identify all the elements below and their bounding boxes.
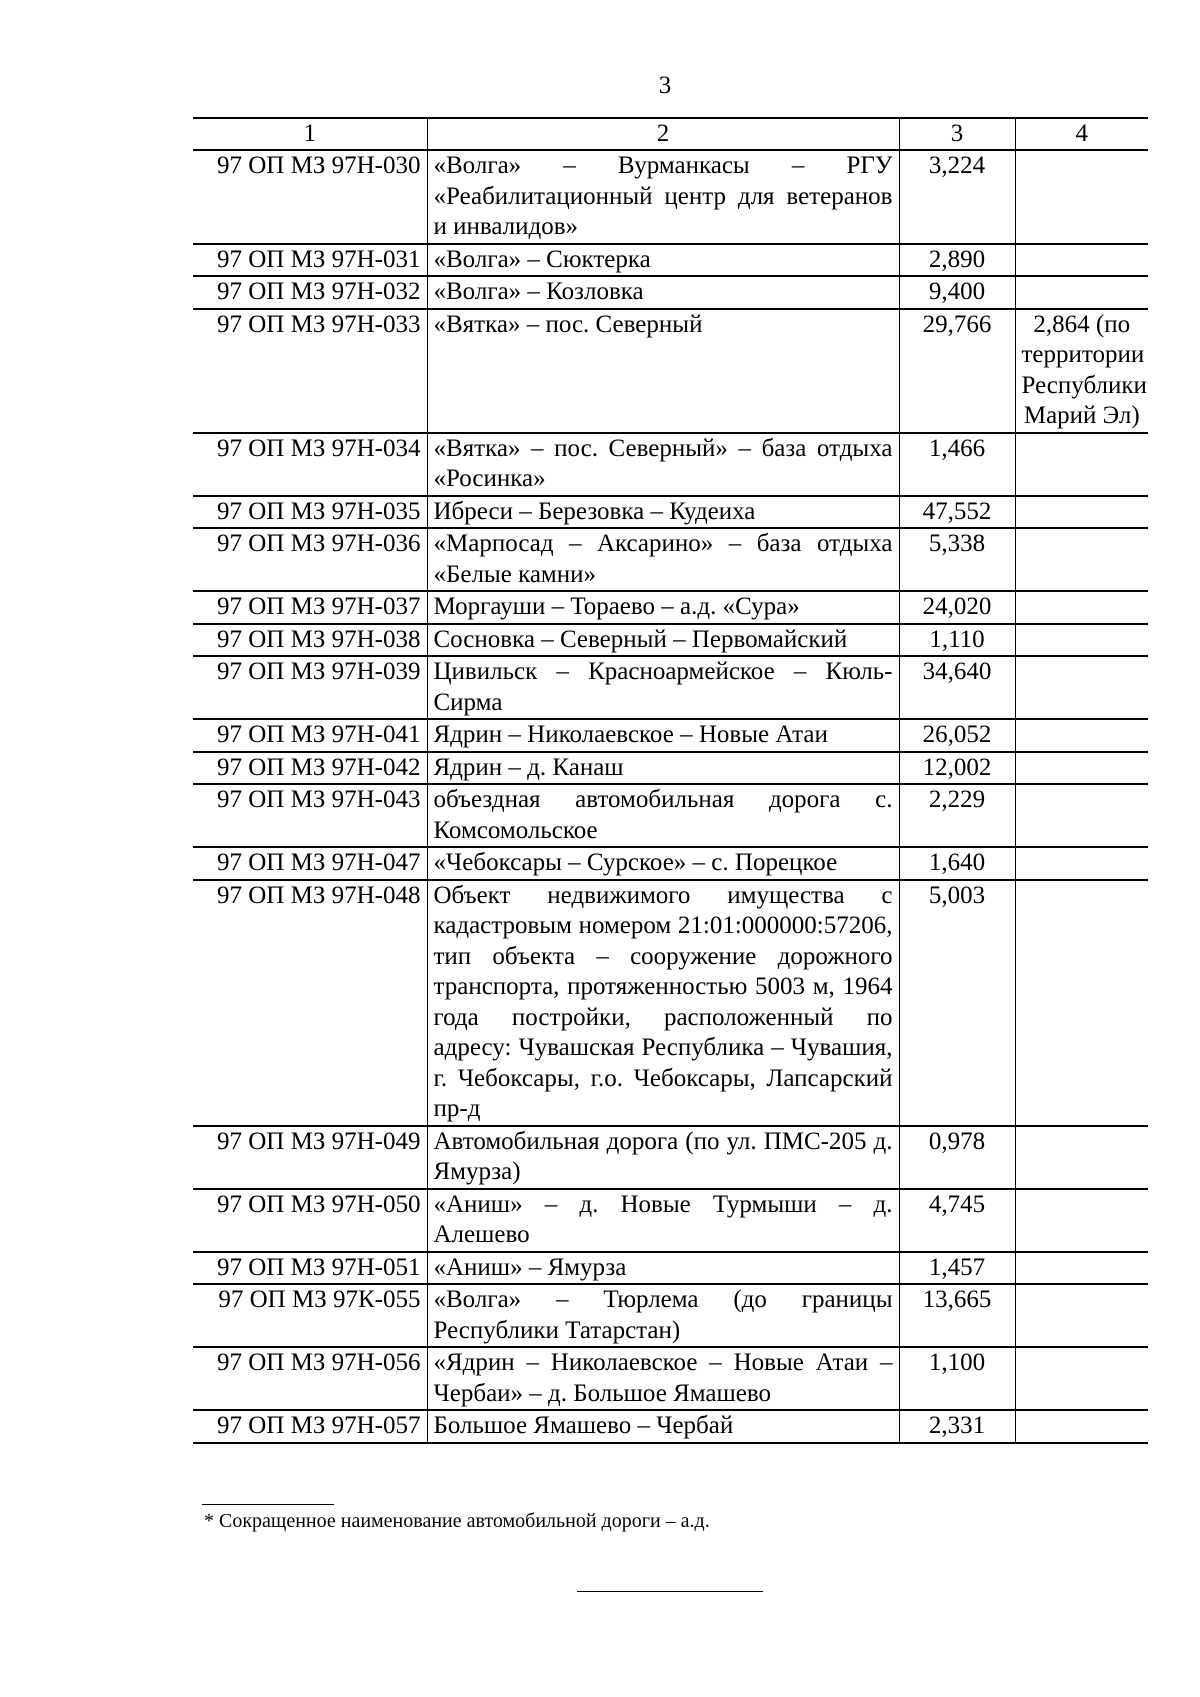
road-note-cell	[1015, 528, 1148, 591]
table-row	[193, 244, 1148, 277]
road-code-cell: 97 ОП МЗ 97Н-047	[193, 847, 427, 880]
road-name-cell: «Волга» – Козловка	[427, 276, 899, 309]
road-code-cell: 97 ОП МЗ 97Н-051	[193, 1252, 427, 1285]
road-name-cell: Ядрин – д. Канаш	[427, 752, 899, 785]
road-length-cell: 9,400	[899, 276, 1015, 309]
road-code-cell: 97 ОП МЗ 97Н-056	[193, 1347, 427, 1410]
road-length-cell: 4,745	[899, 1189, 1015, 1252]
road-name-cell: «Марпосад – Аксарино» – база отдыха «Белые камни»	[427, 528, 899, 591]
column-header: 3	[899, 118, 1015, 150]
road-name-cell: Автомобильная дорога (по ул. ПМС-205 д. Ямурза)	[427, 1126, 899, 1189]
table-row	[193, 276, 1148, 309]
road-name-cell: Большое Ямашево – Чербай	[427, 1410, 899, 1443]
column-header: 4	[1015, 118, 1148, 150]
road-name-cell: «Вятка» – пос. Северный» – база отдыха «Росинка»	[427, 433, 899, 496]
road-note-cell	[1015, 1284, 1148, 1347]
road-code-cell: 97 ОП МЗ 97Н-033	[193, 309, 427, 433]
road-code-cell: 97 ОП МЗ 97Н-057	[193, 1410, 427, 1443]
road-code-cell: 97 ОП МЗ 97Н-049	[193, 1126, 427, 1189]
road-length-cell: 1,466	[899, 433, 1015, 496]
road-code-cell: 97 ОП МЗ 97Н-032	[193, 276, 427, 309]
road-note-cell	[1015, 433, 1148, 496]
table-row	[193, 433, 1148, 496]
road-name-cell: «Ядрин – Николаевское – Новые Атаи – Чербаи» – д. Большое Ямашево	[427, 1347, 899, 1410]
road-length-cell: 34,640	[899, 656, 1015, 719]
road-code-cell: 97 ОП МЗ 97Н-038	[193, 624, 427, 657]
road-code-cell: 97 ОП МЗ 97Н-041	[193, 719, 427, 752]
road-note-cell	[1015, 591, 1148, 624]
road-name-cell: Объект недвижимого имущества с кадастровым номером 21:01:000000:57206, тип объекта – сооружение дорожного транспорта, протяженностью 5003 м, 1964 года постройки, расположенный по адресу: Чувашская Республика – Чувашия, г. Чебоксары, г.о. Чебоксары, Лапсарский пр-д	[427, 880, 899, 1126]
road-name-cell: «Чебоксары – Сурское» – с. Порецкое	[427, 847, 899, 880]
table-row	[193, 1126, 1148, 1189]
table-row	[193, 1284, 1148, 1347]
page-number: 3	[658, 72, 672, 99]
road-note-cell	[1015, 244, 1148, 277]
road-note-cell	[1015, 880, 1148, 1126]
road-length-cell: 26,052	[899, 719, 1015, 752]
column-header: 1	[193, 118, 427, 150]
roads-table	[193, 117, 1148, 1444]
road-note-cell	[1015, 656, 1148, 719]
road-length-cell: 2,890	[899, 244, 1015, 277]
end-divider	[577, 1591, 763, 1592]
road-code-cell: 97 ОП МЗ 97Н-042	[193, 752, 427, 785]
table-row	[193, 528, 1148, 591]
road-note-cell	[1015, 150, 1148, 244]
road-note-cell	[1015, 276, 1148, 309]
road-note-cell	[1015, 719, 1148, 752]
road-length-cell: 3,224	[899, 150, 1015, 244]
table-row	[193, 719, 1148, 752]
road-note-cell	[1015, 1252, 1148, 1285]
road-name-cell: «Аниш» – Ямурза	[427, 1252, 899, 1285]
road-length-cell: 2,331	[899, 1410, 1015, 1443]
table-row	[193, 591, 1148, 624]
road-length-cell: 13,665	[899, 1284, 1015, 1347]
table-row	[193, 656, 1148, 719]
road-note-cell	[1015, 784, 1148, 847]
road-code-cell: 97 ОП МЗ 97Н-030	[193, 150, 427, 244]
road-note-cell	[1015, 1126, 1148, 1189]
road-name-cell: Цивильск – Красноармейское – Кюль-Сирма	[427, 656, 899, 719]
road-length-cell: 1,640	[899, 847, 1015, 880]
road-note-cell	[1015, 1410, 1148, 1443]
road-length-cell: 24,020	[899, 591, 1015, 624]
road-note-cell: 2,864 (по территории Республики Марий Эл)	[1015, 309, 1148, 433]
road-note-cell	[1015, 752, 1148, 785]
road-code-cell: 97 ОП МЗ 97К-055	[193, 1284, 427, 1347]
road-length-cell: 1,457	[899, 1252, 1015, 1285]
road-name-cell: «Вятка» – пос. Северный	[427, 309, 899, 433]
road-length-cell: 12,002	[899, 752, 1015, 785]
road-length-cell: 2,229	[899, 784, 1015, 847]
table-row	[193, 880, 1148, 1126]
road-length-cell: 0,978	[899, 1126, 1015, 1189]
table-header-row	[193, 118, 1148, 150]
road-name-cell: «Волга» – Тюрлема (до границы Республики Татарстан)	[427, 1284, 899, 1347]
road-name-cell: объездная автомобильная дорога с. Комсомольское	[427, 784, 899, 847]
road-name-cell: «Аниш» – д. Новые Турмыши – д. Алешево	[427, 1189, 899, 1252]
road-name-cell: «Волга» – Сюктерка	[427, 244, 899, 277]
road-note-cell	[1015, 1189, 1148, 1252]
road-length-cell: 1,110	[899, 624, 1015, 657]
road-note-cell	[1015, 496, 1148, 529]
road-length-cell: 47,552	[899, 496, 1015, 529]
road-code-cell: 97 ОП МЗ 97Н-036	[193, 528, 427, 591]
road-length-cell: 29,766	[899, 309, 1015, 433]
road-code-cell: 97 ОП МЗ 97Н-037	[193, 591, 427, 624]
road-code-cell: 97 ОП МЗ 97Н-048	[193, 880, 427, 1126]
road-name-cell: Сосновка – Северный – Первомайский	[427, 624, 899, 657]
road-name-cell: Моргауши – Тораево – а.д. «Сура»	[427, 591, 899, 624]
footnote: * Сокращенное наименование автомобильной дороги – а.д.	[204, 1510, 710, 1532]
table-body	[193, 150, 1148, 1443]
table-row	[193, 496, 1148, 529]
footnote-divider	[202, 1504, 334, 1505]
table-row	[193, 309, 1148, 433]
table-row	[193, 752, 1148, 785]
road-note-cell	[1015, 1347, 1148, 1410]
road-length-cell: 1,100	[899, 1347, 1015, 1410]
table-row	[193, 784, 1148, 847]
road-code-cell: 97 ОП МЗ 97Н-034	[193, 433, 427, 496]
column-header: 2	[427, 118, 899, 150]
table-row	[193, 1189, 1148, 1252]
road-code-cell: 97 ОП МЗ 97Н-043	[193, 784, 427, 847]
road-code-cell: 97 ОП МЗ 97Н-050	[193, 1189, 427, 1252]
table-row	[193, 847, 1148, 880]
road-length-cell: 5,003	[899, 880, 1015, 1126]
road-length-cell: 5,338	[899, 528, 1015, 591]
road-name-cell: «Волга» – Вурманкасы – РГУ «Реабилитационный центр для ветеранов и инвалидов»	[427, 150, 899, 244]
road-note-cell	[1015, 847, 1148, 880]
table-row	[193, 1252, 1148, 1285]
table-row	[193, 624, 1148, 657]
road-name-cell: Ядрин – Николаевское – Новые Атаи	[427, 719, 899, 752]
table-row	[193, 1347, 1148, 1410]
road-name-cell: Ибреси – Березовка – Кудеиха	[427, 496, 899, 529]
road-note-cell	[1015, 624, 1148, 657]
road-code-cell: 97 ОП МЗ 97Н-039	[193, 656, 427, 719]
table-row	[193, 1410, 1148, 1443]
table-row	[193, 150, 1148, 244]
road-code-cell: 97 ОП МЗ 97Н-031	[193, 244, 427, 277]
road-code-cell: 97 ОП МЗ 97Н-035	[193, 496, 427, 529]
